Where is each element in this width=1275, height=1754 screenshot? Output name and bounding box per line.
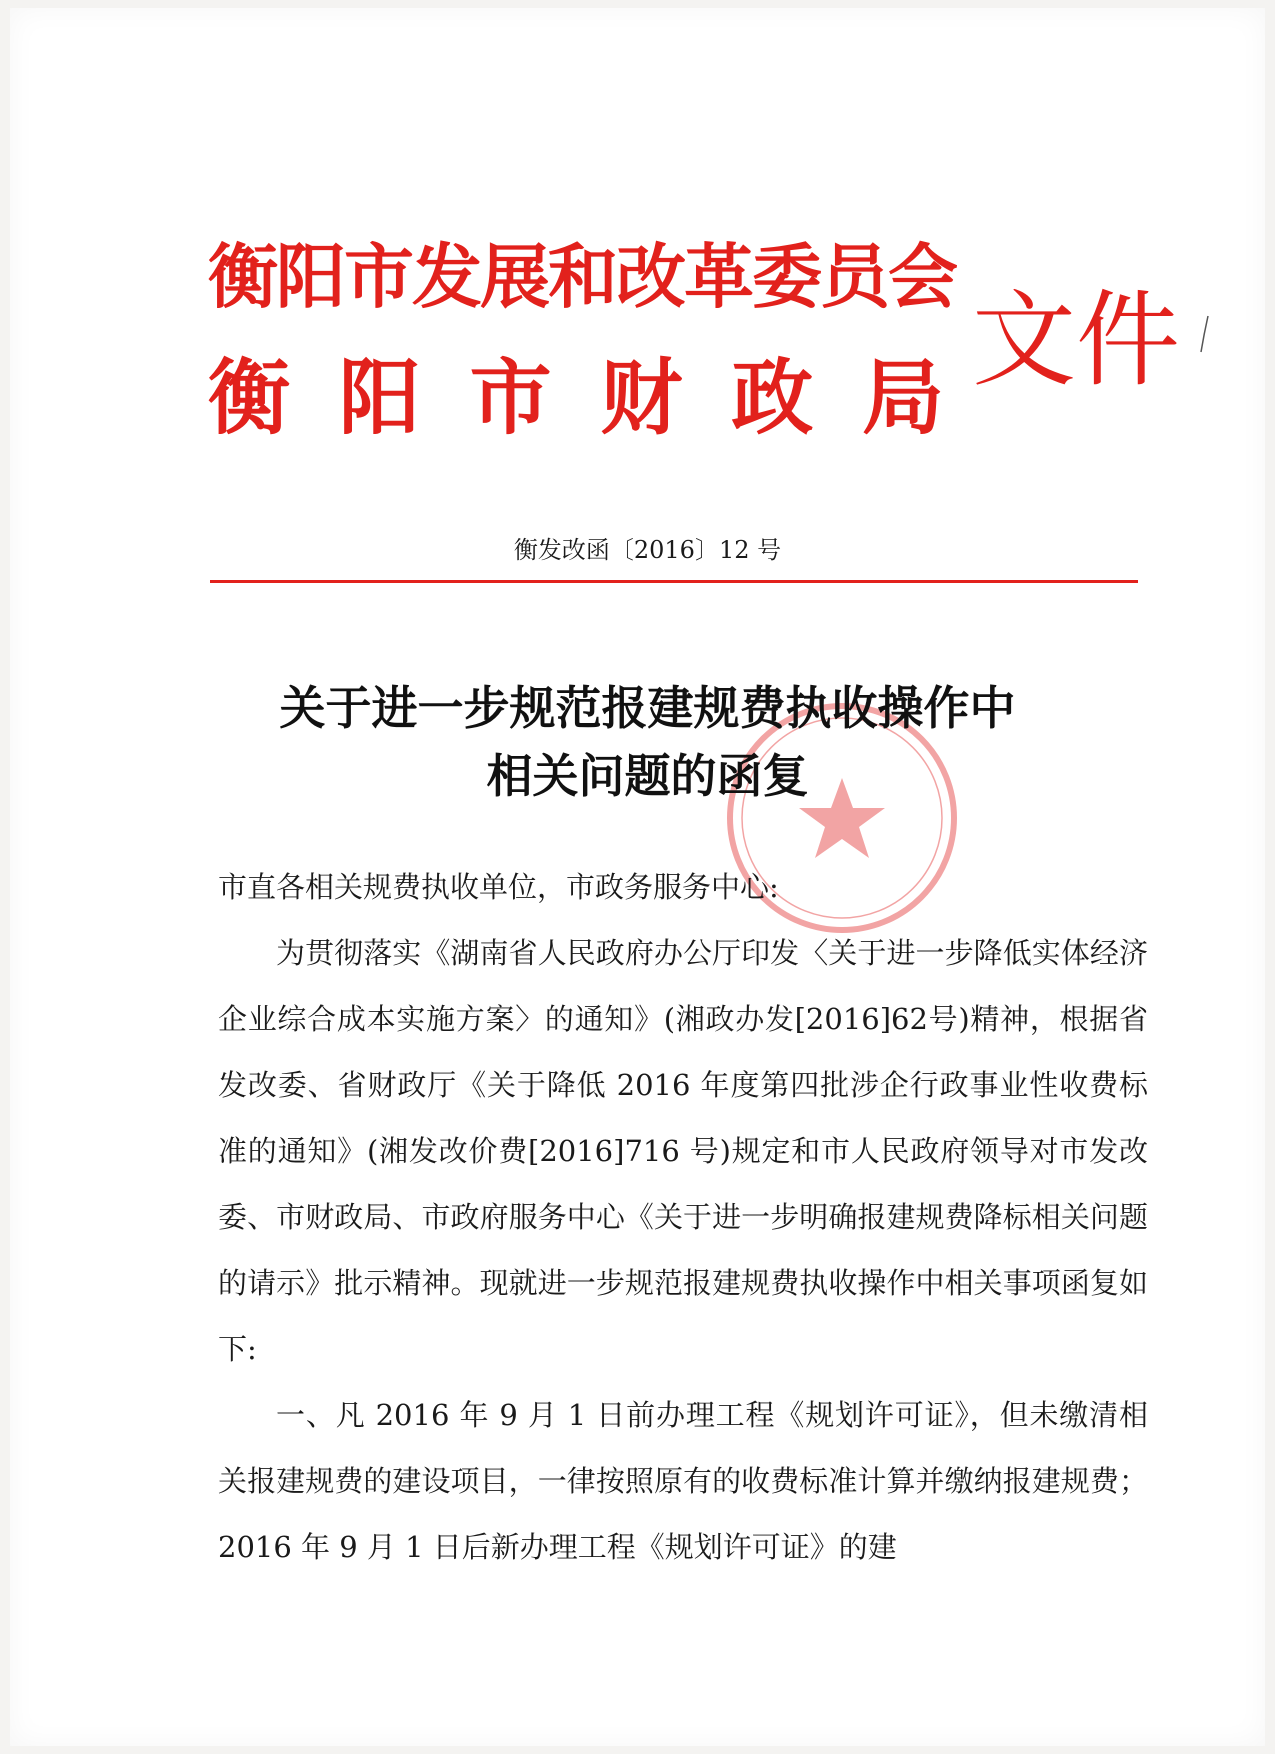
salutation: 市直各相关规费执收单位，市政务服务中心: bbox=[218, 870, 779, 904]
document-title-line1: 关于进一步规范报建规费执收操作中 bbox=[279, 681, 1016, 735]
org2-char: 阳 bbox=[338, 351, 421, 446]
document-page bbox=[10, 8, 1265, 1746]
document-type-label: 文件 bbox=[972, 279, 1181, 401]
org2-char: 财 bbox=[600, 351, 683, 446]
org2-char: 局 bbox=[861, 351, 944, 446]
org2-char: 政 bbox=[731, 351, 814, 446]
issuing-org-2 bbox=[208, 333, 944, 450]
pen-mark-icon bbox=[1198, 314, 1212, 354]
body-paragraph-1: 为贯彻落实《湖南省人民政府办公厅印发〈关于进一步降低实体经济企业综合成本实施方案〉的通知》(湘政办发[2016]62号)精神，根据省发改委、省财政厅《关于降低 2016 年度第四批涉企行政事业性收费标准的通知》(湘发改价费[2016]716 号)规定和市人民政府领导对市发改委、市财政局、市政府服务中心《关于进一步明确报建规费降标相关问题的请示》批示精神。现就进一步规范报建规费执收操作中相关事项函复如下: bbox=[218, 936, 1148, 1366]
body-paragraph-2: 一、凡 2016 年 9 月 1 日前办理工程《规划许可证》，但未缴清相关报建规费的建设项目，一律按照原有的收费标准计算并缴纳报建规费；2016 年 9 月 1 日后新办理工程《规划许可证》的建 bbox=[218, 1398, 1148, 1564]
org2-char: 衡 bbox=[208, 351, 291, 446]
header-divider bbox=[210, 580, 1138, 583]
org2-char: 市 bbox=[469, 351, 552, 446]
document-number: 衡发改函〔2016〕12 号 bbox=[513, 536, 782, 564]
document-title-line2: 相关问题的函复 bbox=[486, 749, 809, 803]
issuing-org-1: 衡阳市发展和改革委员会 bbox=[208, 236, 956, 318]
